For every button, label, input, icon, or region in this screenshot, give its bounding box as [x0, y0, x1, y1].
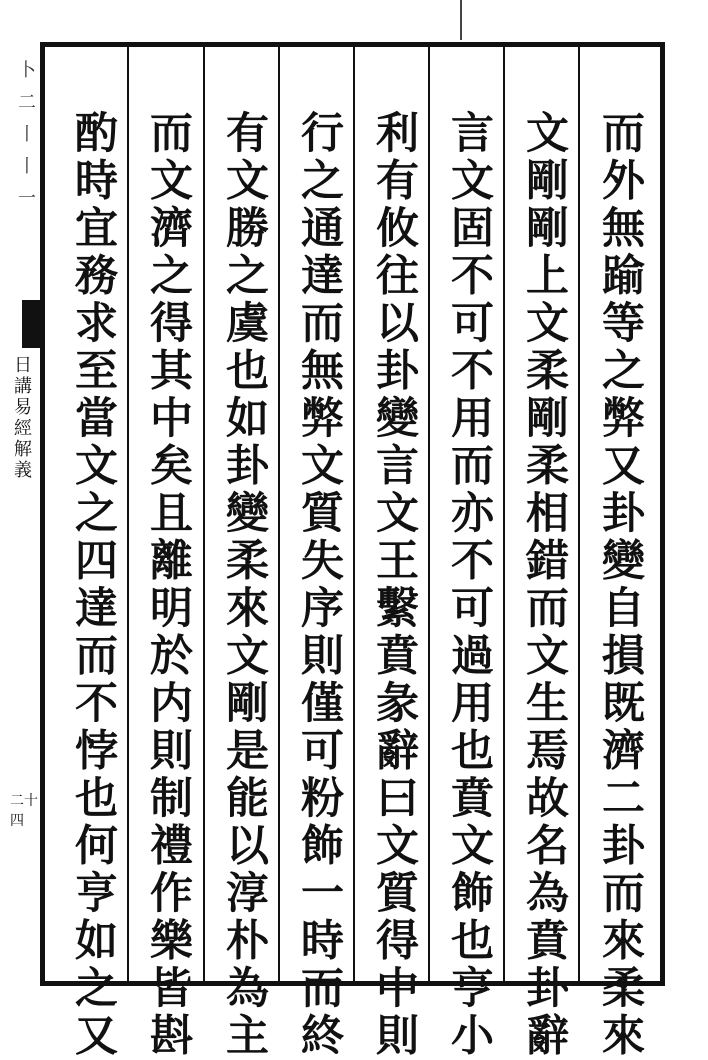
text-column-7	[132, 50, 204, 1060]
column-text: 利有攸往以卦變言文王繫賁彖辭曰文質得中則	[369, 110, 419, 1060]
text-column-6	[208, 50, 280, 1060]
margin-top-marks: 卜二丨丨一	[15, 60, 36, 220]
column-text: 行之通達而無弊文質失序則僅可粉飾一時而終	[294, 110, 344, 1060]
text-column-8	[57, 50, 129, 1060]
top-hairline	[460, 0, 462, 40]
column-text: 而外無踰等之弊又卦變自損既濟二卦而來柔來	[595, 110, 645, 1060]
column-text: 酌時宜務求至當文之四達而不悖也何亨如之又	[68, 110, 118, 1060]
page-number: 二十四	[10, 793, 38, 829]
column-text: 有文勝之虞也如卦變柔來文剛是能以淳朴為主	[219, 110, 269, 1060]
column-text: 文剛剛上文柔剛柔相錯而文生焉故名為賁卦辭	[519, 110, 569, 1060]
column-text: 言文固不可不用而亦不可過用也賁文飾也亨小	[444, 110, 494, 1060]
text-column-5	[283, 50, 355, 1060]
text-column-3	[433, 50, 505, 1060]
book-margin	[0, 0, 40, 1024]
fish-tail-mark	[22, 300, 40, 348]
book-title: 日講易經解義	[11, 355, 32, 481]
column-text: 而文濟之得其中矣且離明於内則制禮作樂皆斟	[143, 110, 193, 1060]
text-column-1	[584, 50, 656, 1060]
text-column-2	[508, 50, 580, 1060]
text-column-4	[358, 50, 430, 1060]
